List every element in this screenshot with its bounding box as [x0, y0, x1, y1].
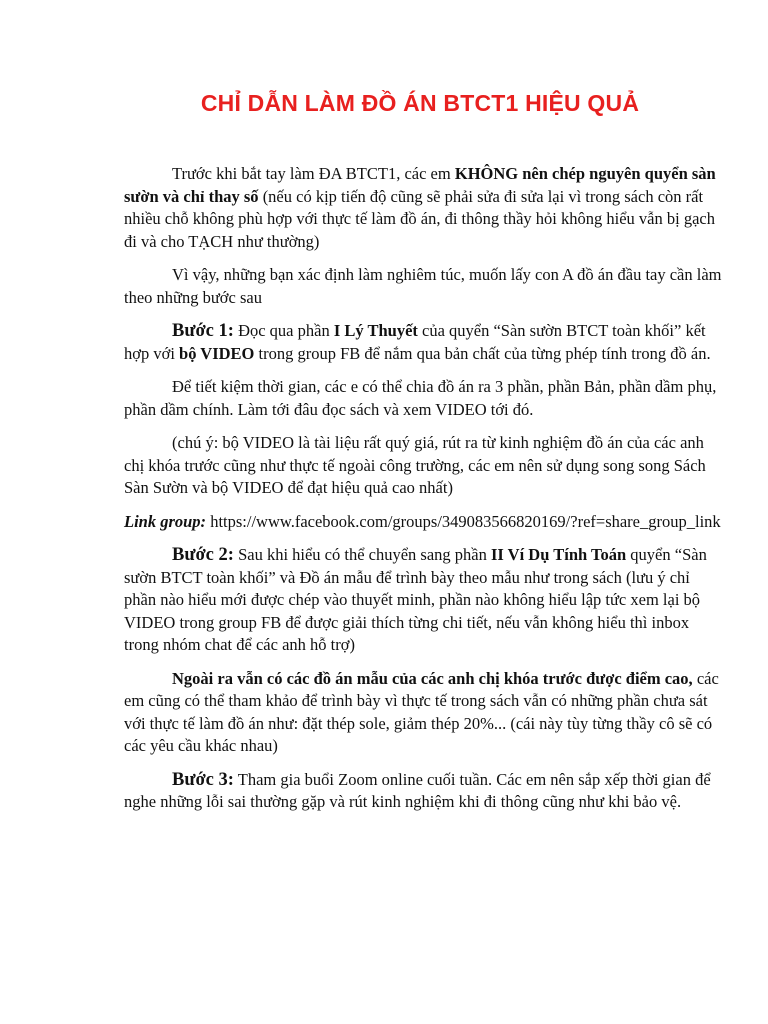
- document-body: [124, 163, 724, 825]
- step3-label: Bước 3:: [172, 769, 234, 790]
- step2-label: Bước 2:: [172, 545, 234, 565]
- step1-paragraph: [124, 320, 724, 365]
- link-paragraph: [124, 511, 724, 534]
- step2-paragraph: [124, 544, 724, 657]
- step2-text-a: Sau khi hiểu có thể chuyển sang phần: [233, 545, 492, 564]
- step1-label: Bước 1:: [172, 321, 234, 341]
- step1-video-name: bộ VIDEO: [179, 343, 255, 363]
- time-saving-paragraph: Để tiết kiệm thời gian, các e có thể chia đồ án ra 3 phần, phần Bản, phần dầm phụ, phần dầm chính. Làm tới đâu đọc sách và xem VIDEO tới đó.: [124, 377, 717, 419]
- step3-paragraph: [124, 769, 724, 814]
- intro-emphasis: KHÔNG nên chép nguyên quyển sàn sườn và chỉ thay số: [124, 164, 716, 206]
- step1-text-d: trong group FB để nắm qua bản chất của từng phép tính trong đồ án.: [254, 343, 711, 363]
- intro-paragraph: [124, 163, 724, 253]
- step1-text-a: Đọc qua phần: [233, 321, 334, 340]
- purpose-paragraph: Vì vậy, những bạn xác định làm nghiêm túc, muốn lấy con A đồ án đầu tay cần làm theo những bước sau: [124, 265, 722, 307]
- sample-projects-text: các em cũng có thể tham khảo để trình bày vì thực tế trong sách vẫn có những phần chưa sát với thực tế làm đồ án như: đặt thép sole, giảm thép 20%... (cái này tùy từng thầy cô sẽ có các yêu cầu khác nhau): [124, 668, 719, 755]
- note-paragraph: (chú ý: bộ VIDEO là tài liệu rất quý giá, rút ra từ kinh nghiệm đồ án của các anh chị khóa trước cũng như thực tế ngoài công trường, các em nên sử dụng song song Sách Sàn Sườn và bộ VIDEO để đạt hiệu quả cao nhất): [124, 433, 706, 497]
- step2-section-name: II Ví Dụ Tính Toán: [491, 545, 627, 564]
- page-title: CHỈ DẪN LÀM ĐỒ ÁN BTCT1 HIỆU QUẢ: [200, 90, 640, 116]
- step1-section-name: I Lý Thuyết: [333, 321, 418, 340]
- step2-text-c: quyển “Sàn sườn BTCT toàn khối” và Đồ án mẫu để trình bày theo mẫu như trong sách (lưu ý chỉ phần nào hiểu mới được chép vào thuyết minh, phần nào không hiểu lập tức xem lại bộ VIDEO trong group FB để được giải thích từng chi tiết, nếu vẫn không hiểu thì inbox trong nhóm chat để các anh hỗ trợ): [124, 545, 707, 654]
- intro-text-a: Trước khi bắt tay làm ĐA BTCT1, các em: [172, 164, 455, 183]
- step3-text-a: Tham gia buổi Zoom online cuối tuần. Các em nên sắp xếp thời gian để nghe những lỗi sai thường gặp và rút kinh nghiệm khi đi thông cũng như khi bảo vệ.: [124, 769, 711, 811]
- link-label: Link group:: [124, 511, 207, 531]
- sample-projects-emphasis: Ngoài ra vẫn có các đồ án mẫu của các anh chị khóa trước được điểm cao,: [172, 668, 693, 688]
- group-link[interactable]: https://www.facebook.com/groups/349083566820169/?ref=share_group_link: [206, 511, 721, 531]
- step1-text-c: của quyển “Sàn sườn BTCT toàn khối” kết hợp với: [124, 321, 706, 363]
- intro-text-c: (nếu có kịp tiến độ cũng sẽ phải sửa đi sửa lại vì trong sách còn rất nhiều chỗ không phù hợp với thực tế làm đồ án, đi thông thầy hỏi không hiểu vẫn bị gạch đi và cho TẠCH như thường): [124, 186, 715, 251]
- sample-projects-paragraph: [124, 668, 724, 758]
